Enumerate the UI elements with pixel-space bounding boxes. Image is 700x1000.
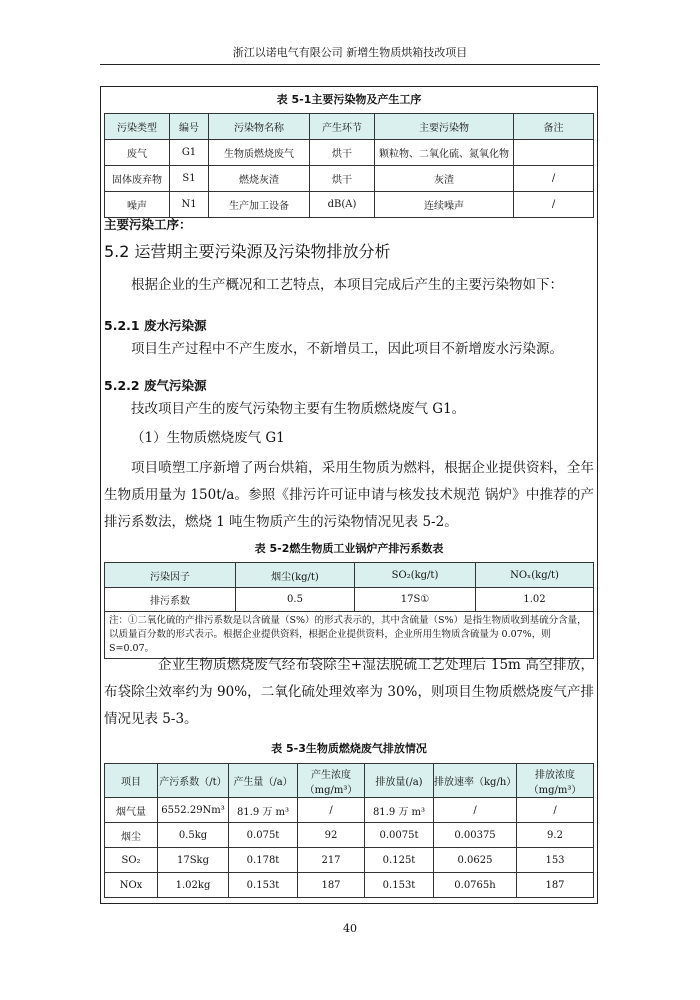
table-row xyxy=(105,140,594,166)
table-cell: 排污系数 xyxy=(105,588,236,612)
table2 xyxy=(104,562,594,659)
table2-note: 注：①二氧化硫的产排污系数是以含硫量（S%）的形式表示的，其中含硫量（S%）是指生物质收到基硫分含量，以质量百分数的形式表示。根据企业提供资料，根据企业提供资料，企业所用生物质含硫量为 0.07%，则 S=0.07。 xyxy=(105,612,594,659)
table-cell: / xyxy=(514,166,594,192)
section-5-2-heading: 5.2 运营期主要污染源及污染物排放分析 xyxy=(104,242,391,261)
table-cell: / xyxy=(514,192,594,218)
table-cell: 连续噪声 xyxy=(375,192,514,218)
table-cell: 1.02 xyxy=(476,588,594,612)
table-row xyxy=(105,588,594,612)
table-row xyxy=(105,823,594,848)
table-cell: 废气 xyxy=(105,140,170,166)
table-cell: 0.0075t xyxy=(365,823,434,848)
table3-col: 产生浓度（mg/m³） xyxy=(298,764,365,798)
table3-col: 排放速率（kg/h） xyxy=(434,764,517,798)
table-cell: / xyxy=(434,798,517,823)
table-cell: 烘干 xyxy=(310,140,375,166)
table-cell: 187 xyxy=(298,873,365,898)
table-cell: 0.153t xyxy=(365,873,434,898)
table1-col: 主要污染物 xyxy=(375,114,514,140)
table-cell: 0.153t xyxy=(229,873,298,898)
table-cell: 固体废弃物 xyxy=(105,166,170,192)
table-cell: 217 xyxy=(298,848,365,873)
table-cell: 81.9 万 m³ xyxy=(365,798,434,823)
table-cell: 6552.29Nm³ xyxy=(158,798,229,823)
table1-col: 污染物名称 xyxy=(209,114,310,140)
table-cell: 0.5 xyxy=(236,588,355,612)
table-cell: N1 xyxy=(170,192,209,218)
table-row xyxy=(105,192,594,218)
table3-col: 项目 xyxy=(105,764,158,798)
table-cell: 0.125t xyxy=(365,848,434,873)
table1-col: 产生环节 xyxy=(310,114,375,140)
table-cell: 187 xyxy=(517,873,594,898)
table-row xyxy=(105,798,594,823)
table-cell: 17S① xyxy=(355,588,476,612)
table3-col: 产生量（/a） xyxy=(229,764,298,798)
table-cell: G1 xyxy=(170,140,209,166)
table2-caption: 表 5-2燃生物质工业锅炉产排污系数表 xyxy=(254,542,444,555)
table-cell: 颗粒物、二氧化硫、氮氧化物 xyxy=(375,140,514,166)
table-cell: NOx xyxy=(105,873,158,898)
table-cell: 烘干 xyxy=(310,166,375,192)
table-cell: 0.075t xyxy=(229,823,298,848)
table-cell: 153 xyxy=(517,848,594,873)
table-cell: 灰渣 xyxy=(375,166,514,192)
process-label: 主要污染工序： xyxy=(104,217,192,232)
table-cell: dB(A) xyxy=(310,192,375,218)
table3-caption: 表 5-3生物质燃烧废气排放情况 xyxy=(271,742,427,755)
table-cell: 烟气量 xyxy=(105,798,158,823)
table-cell: 噪声 xyxy=(105,192,170,218)
table-cell: 92 xyxy=(298,823,365,848)
table-cell: 0.178t xyxy=(229,848,298,873)
table-cell: 0.0765h xyxy=(434,873,517,898)
paragraph: 项目喷塑工序新增了两台烘箱，采用生物质为燃料，根据企业提供资料，全年生物质用量为 150t/a。参照《排污许可证申请与核发技术规范 锅炉》中推荐的产排污系数法，燃烧 1 吨生物质产生的污染物情况见表 5-2。 xyxy=(104,460,594,530)
table-cell: 生物质燃烧废气 xyxy=(209,140,310,166)
table-cell: SO₂ xyxy=(105,848,158,873)
table-cell: S1 xyxy=(170,166,209,192)
table3-col: 排放浓度（mg/m³） xyxy=(517,764,594,798)
table2-header-row xyxy=(105,563,594,588)
paragraph: 技改项目产生的废气污染物主要有生物质燃烧废气 G1。 xyxy=(131,401,466,417)
paragraph: 企业生物质燃烧废气经布袋除尘+湿法脱硫工艺处理后 15m 高空排放，布袋除尘效率约为 90%，二氧化硫处理效率为 30%，则项目生物质燃烧废气产排情况见表 5-3。 xyxy=(104,657,594,727)
table-cell: 0.5kg xyxy=(158,823,229,848)
table1-col: 污染类型 xyxy=(105,114,170,140)
table-cell: 烟尘 xyxy=(105,823,158,848)
table1 xyxy=(104,113,594,218)
table1-caption: 表 5-1主要污染物及产生工序 xyxy=(276,93,422,106)
paragraph: 项目生产过程中不产生废水，不新增员工，因此项目不新增废水污染源。 xyxy=(131,341,563,357)
table3 xyxy=(104,763,594,898)
table-row xyxy=(105,873,594,898)
table-cell: 0.00375 xyxy=(434,823,517,848)
running-header: 浙江以诺电气有限公司 新增生物质烘箱技改项目 xyxy=(232,46,468,59)
table-cell: 1.02kg xyxy=(158,873,229,898)
section-5-2-2-heading: 5.2.2 废气污染源 xyxy=(104,378,207,393)
header-rule xyxy=(100,64,600,65)
table-row xyxy=(105,166,594,192)
table-cell: 9.2 xyxy=(517,823,594,848)
table-cell: 17Skg xyxy=(158,848,229,873)
table3-header-row xyxy=(105,764,594,798)
table-cell: / xyxy=(517,798,594,823)
table-cell: 燃烧灰渣 xyxy=(209,166,310,192)
table3-col: 排放量(/a) xyxy=(365,764,434,798)
table3-col: 产污系数（/t） xyxy=(158,764,229,798)
section-5-2-1-heading: 5.2.1 废水污染源 xyxy=(104,318,207,333)
table-row xyxy=(105,848,594,873)
table1-col: 编号 xyxy=(170,114,209,140)
table2-col: NOₓ(kg/t) xyxy=(476,563,594,588)
table-cell: 0.0625 xyxy=(434,848,517,873)
table2-col: SO₂(kg/t) xyxy=(355,563,476,588)
paragraph: （1）生物质燃烧废气 G1 xyxy=(131,430,285,446)
page-number: 40 xyxy=(343,922,357,935)
table1-header-row xyxy=(105,114,594,140)
table-cell xyxy=(514,140,594,166)
table2-col: 烟尘(kg/t) xyxy=(236,563,355,588)
paragraph: 根据企业的生产概况和工艺特点，本项目完成后产生的主要污染物如下： xyxy=(131,277,563,293)
table-cell: 生产加工设备 xyxy=(209,192,310,218)
table2-col: 污染因子 xyxy=(105,563,236,588)
table1-col: 备注 xyxy=(514,114,594,140)
table-cell: / xyxy=(298,798,365,823)
table-cell: 81.9 万 m³ xyxy=(229,798,298,823)
